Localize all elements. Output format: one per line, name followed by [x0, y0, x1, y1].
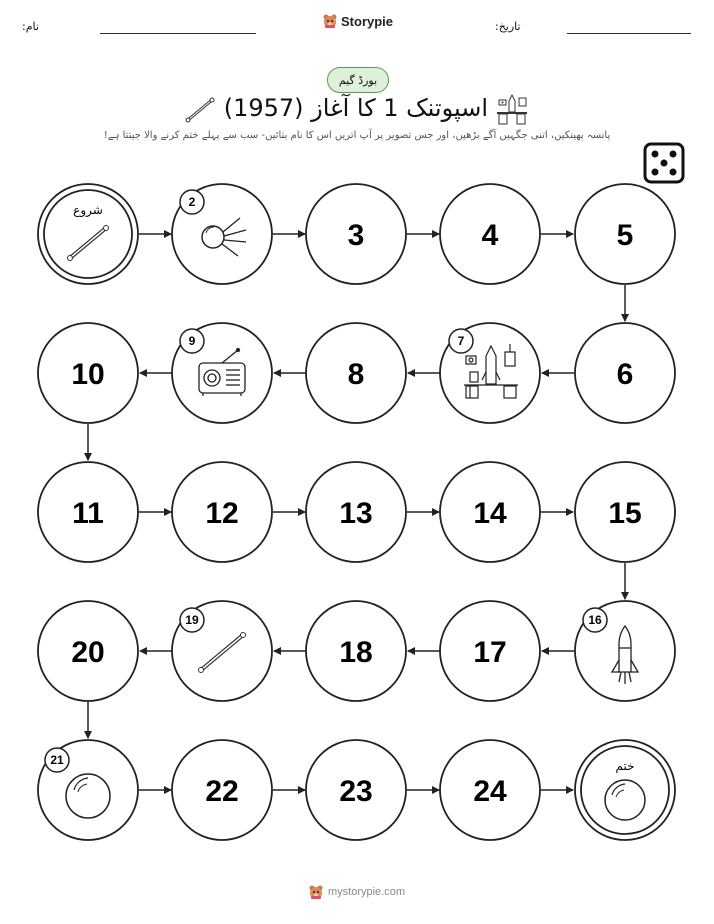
square-number-22: 22 — [205, 775, 239, 808]
instructions: پانسہ پھینکیں، اتنی جگہیں آگے بڑھیں، اور جس تصویر پر آپ اتریں اس کا نام بتائیں- سب سے پہلے ختم کرنے والا جیتتا ہے! — [103, 130, 611, 141]
square-number-18: 18 — [339, 636, 373, 669]
board-square-21 — [38, 740, 138, 840]
board-square-5 — [575, 184, 675, 284]
board-square-11 — [38, 462, 138, 562]
board-square-12 — [172, 462, 272, 562]
square-number-6: 6 — [616, 358, 634, 391]
square-number-4: 4 — [481, 219, 499, 252]
board-square-19 — [172, 601, 272, 701]
square-badge-19: 19 — [185, 613, 199, 627]
board-game-badge: بورڈ گیم — [327, 67, 389, 93]
board-square-7 — [440, 323, 540, 423]
page-title: اسپوتنک 1 کا آغاز (1957) — [223, 94, 488, 122]
board-square-17 — [440, 601, 540, 701]
board-start — [38, 184, 138, 284]
end-label: ختم — [615, 759, 635, 773]
date-label: تاریخ: — [495, 20, 521, 33]
square-number-13: 13 — [339, 497, 373, 530]
glass-sphere-icon — [605, 780, 645, 820]
square-number-24: 24 — [473, 775, 507, 808]
start-label: شروع — [73, 203, 103, 217]
board-square-16 — [575, 601, 675, 701]
square-number-11: 11 — [72, 497, 104, 530]
square-badge-7: 7 — [457, 334, 465, 348]
bear-mascot-icon — [308, 884, 324, 900]
board-square-14 — [440, 462, 540, 562]
name-label: نام: — [22, 20, 39, 33]
square-number-20: 20 — [71, 636, 105, 669]
board-square-18 — [306, 601, 406, 701]
glass-sphere-icon — [66, 774, 110, 818]
square-badge-9: 9 — [188, 334, 196, 348]
footer — [308, 884, 405, 900]
board-square-3 — [306, 184, 406, 284]
board-square-8 — [306, 323, 406, 423]
footer-site-link[interactable]: mystorypie.com — [328, 886, 406, 898]
brand-name: Storypie — [341, 13, 394, 29]
square-badge-21: 21 — [50, 753, 64, 767]
square-badge-16: 16 — [588, 613, 602, 627]
board-end — [575, 740, 675, 840]
square-number-5: 5 — [616, 219, 634, 252]
square-number-14: 14 — [473, 497, 507, 530]
board-square-22 — [172, 740, 272, 840]
square-badge-2: 2 — [188, 195, 196, 209]
board-square-13 — [306, 462, 406, 562]
board-square-6 — [575, 323, 675, 423]
board-square-9 — [172, 323, 272, 423]
square-number-10: 10 — [71, 358, 105, 391]
square-number-23: 23 — [339, 775, 373, 808]
board-square-10 — [38, 323, 138, 423]
board-square-23 — [306, 740, 406, 840]
square-number-17: 17 — [473, 636, 507, 669]
board-square-15 — [575, 462, 675, 562]
square-number-8: 8 — [347, 358, 365, 391]
board-square-4 — [440, 184, 540, 284]
square-number-12: 12 — [205, 497, 239, 530]
board-square-20 — [38, 601, 138, 701]
board-square-24 — [440, 740, 540, 840]
square-number-3: 3 — [347, 219, 365, 252]
board-square-2 — [172, 184, 272, 284]
square-number-15: 15 — [608, 497, 642, 530]
